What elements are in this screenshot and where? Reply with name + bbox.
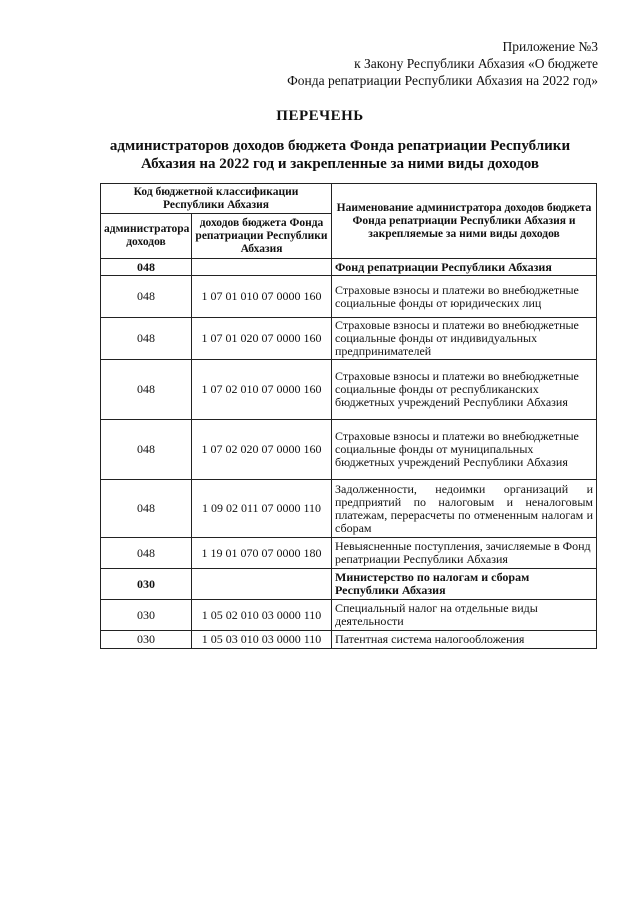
table-row: [101, 318, 597, 360]
administrator-name-header: Наименование администратора доходов бюджета Фонда репатриации Республики Абхазия и закрепляемые за ними виды доходов: [332, 184, 597, 259]
document-title: ПЕРЕЧЕНЬ: [276, 108, 364, 124]
table-group-row: [101, 569, 597, 600]
admin-code-cell: 048: [101, 538, 192, 569]
revenue-code-cell: 1 09 02 011 07 0000 110: [192, 480, 332, 538]
administrator-code-header: администратора доходов: [101, 214, 192, 259]
revenue-code-cell: 1 07 01 020 07 0000 160: [192, 318, 332, 360]
revenue-name-cell: Фонд репатриации Республики Абхазия: [332, 259, 597, 276]
admin-code-cell: 048: [101, 480, 192, 538]
appendix-line: к Закону Республики Абхазия «О бюджете: [354, 56, 598, 71]
subtitle-line: Абхазия на 2022 год и закрепленные за ними виды доходов: [141, 156, 539, 172]
revenue-name-cell: Страховые взносы и платежи во внебюджетные социальные фонды от индивидуальных предпринимателей: [332, 318, 597, 360]
revenue-code-cell: 1 19 01 070 07 0000 180: [192, 538, 332, 569]
revenue-name-cell: Задолженности, недоимки организаций и предприятий по налоговым и неналоговым платежам, перерасчеты по отмененным налогам и сборам: [332, 480, 597, 538]
admin-code-cell: 048: [101, 318, 192, 360]
revenue-name-cell: Министерство по налогам и сборам Республики Абхазия: [332, 569, 597, 600]
revenue-code-header: доходов бюджета Фонда репатриации Республики Абхазия: [192, 214, 332, 259]
revenue-code-cell: [192, 259, 332, 276]
admin-code-cell: 048: [101, 259, 192, 276]
admin-code-cell: 030: [101, 569, 192, 600]
table-group-row: [101, 259, 597, 276]
revenue-name-cell: Страховые взносы и платежи во внебюджетные социальные фонды от республиканских бюджетных учреждений Республики Абхазия: [332, 360, 597, 420]
admin-code-cell: 048: [101, 276, 192, 318]
revenue-code-cell: 1 05 02 010 03 0000 110: [192, 600, 332, 631]
table-row: [101, 420, 597, 480]
admin-code-cell: 030: [101, 631, 192, 649]
revenue-code-cell: 1 07 01 010 07 0000 160: [192, 276, 332, 318]
appendix-line: Фонда репатриации Республики Абхазия на 2022 год»: [287, 73, 598, 88]
subtitle-line: администраторов доходов бюджета Фонда репатриации Республики: [109, 138, 571, 154]
table-row: [101, 600, 597, 631]
revenue-name-cell: Страховые взносы и платежи во внебюджетные социальные фонды от юридических лиц: [332, 276, 597, 318]
revenue-name-cell: Патентная система налогообложения: [332, 631, 597, 649]
table-row: [101, 360, 597, 420]
revenue-name-cell: Страховые взносы и платежи во внебюджетные социальные фонды от муниципальных бюджетных учреждений Республики Абхазия: [332, 420, 597, 480]
revenue-code-cell: 1 05 03 010 03 0000 110: [192, 631, 332, 649]
revenue-name-cell: Невыясненные поступления, зачисляемые в Фонд репатриации Республики Абхазия: [332, 538, 597, 569]
revenue-code-cell: [192, 569, 332, 600]
revenue-code-cell: 1 07 02 020 07 0000 160: [192, 420, 332, 480]
revenue-code-cell: 1 07 02 010 07 0000 160: [192, 360, 332, 420]
admin-code-cell: 048: [101, 420, 192, 480]
table-row: [101, 276, 597, 318]
admin-code-cell: 030: [101, 600, 192, 631]
revenue-name-cell: Специальный налог на отдельные виды деятельности: [332, 600, 597, 631]
table-row: [101, 538, 597, 569]
table-row: [101, 480, 597, 538]
table-row: [101, 631, 597, 649]
revenue-administrators-table: [100, 183, 597, 649]
budget-classification-header: Код бюджетной классификации Республики Абхазия: [101, 184, 332, 214]
appendix-header: [287, 38, 598, 89]
admin-code-cell: 048: [101, 360, 192, 420]
appendix-line: Приложение №3: [502, 39, 598, 54]
document-subtitle: [60, 137, 620, 173]
